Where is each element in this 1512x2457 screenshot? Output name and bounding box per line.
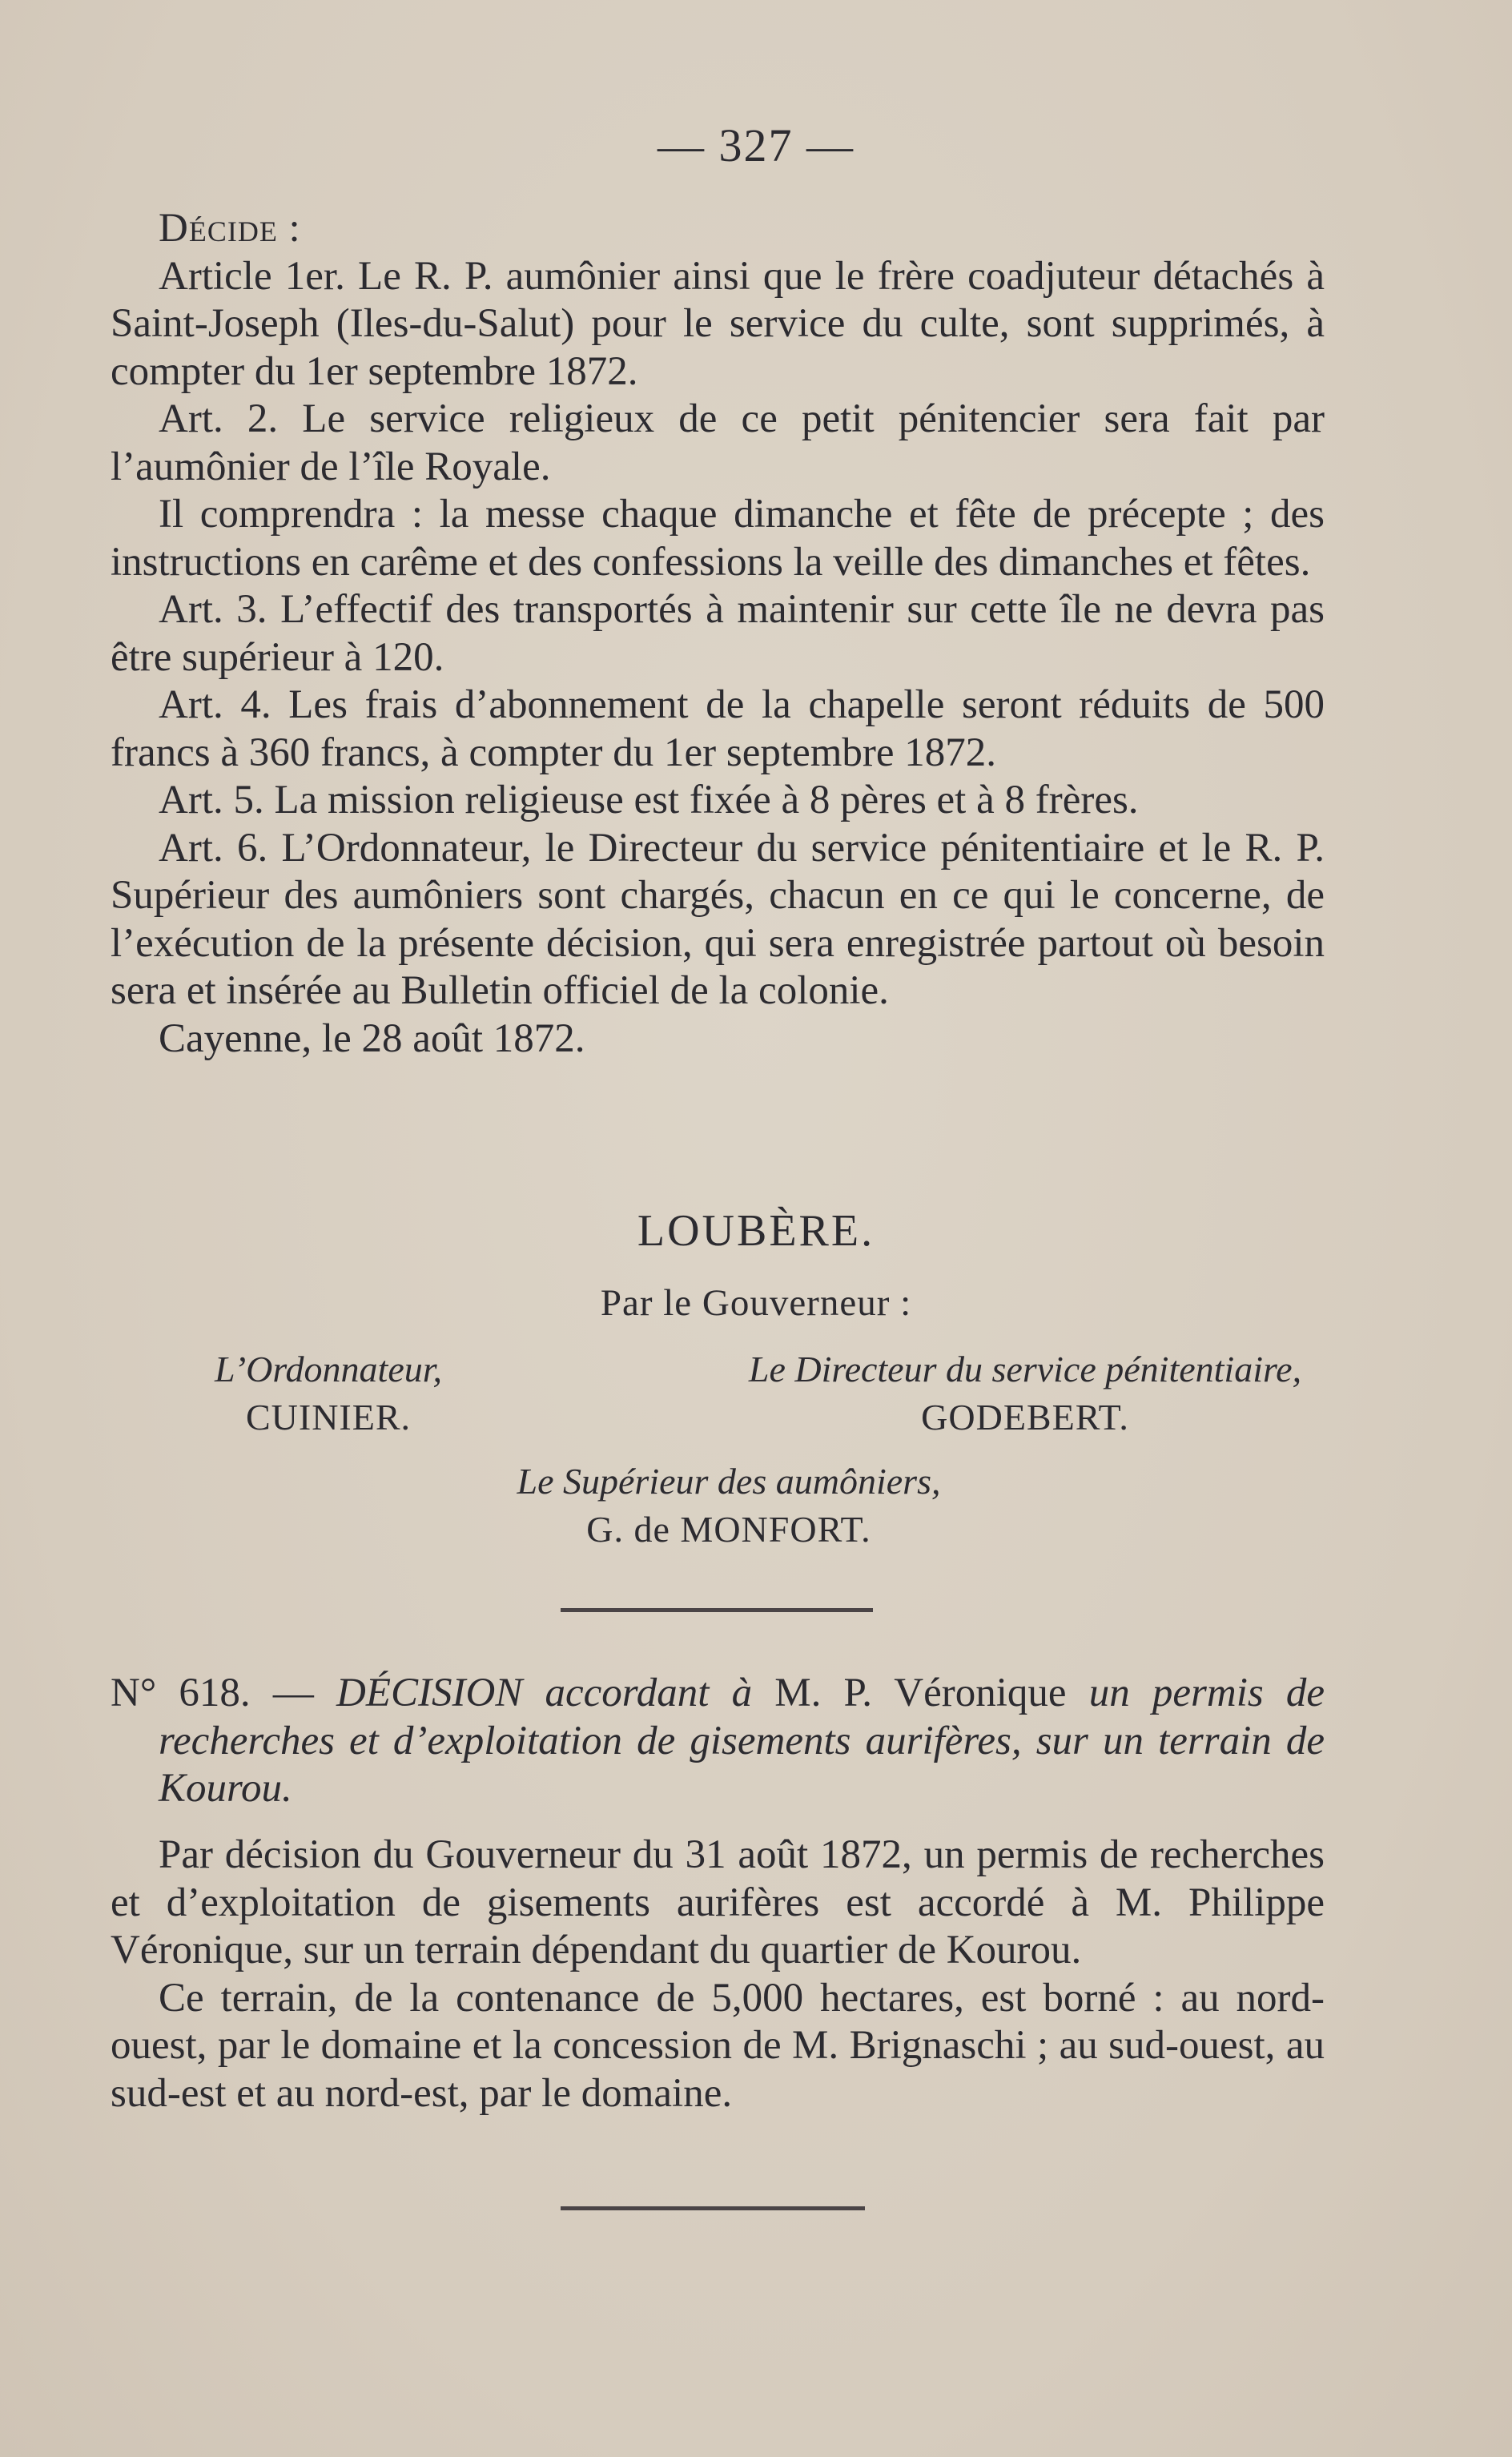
decide-heading: Décide : <box>159 206 301 251</box>
superieur-name: G. de MONFORT. <box>586 1509 871 1550</box>
article-3: Art. 3. L’effectif des transportés à maintenir sur cette île ne devra pas être supérieur à 120. <box>111 587 1325 680</box>
directeur-name: GODEBERT. <box>921 1397 1129 1438</box>
par-le-gouverneur: Par le Gouverneur : <box>600 1282 912 1324</box>
decision-618-heading <box>111 1670 1325 1813</box>
decision-body <box>111 205 1325 1063</box>
article-4: Art. 4. Les frais d’abonnement de la chapelle seront réduits de 500 francs à 360 francs, à compter du 1er septembre 1872. <box>111 682 1325 775</box>
section-divider <box>561 2206 865 2210</box>
article-5: Art. 5. La mission religieuse est fixée à 8 pères et à 8 frères. <box>159 778 1139 822</box>
decision-title-rest: un permis de recherches et d’exploitation de gisements aurifères, sur un terrain de Kourou. <box>159 1671 1325 1811</box>
place-date: Cayenne, le 28 août 1872. <box>159 1015 585 1061</box>
page-number: — 327 — <box>657 119 855 171</box>
decision-title-name: M. P. Véronique <box>774 1671 1067 1715</box>
decision-618-paragraph: Ce terrain, de la contenance de 5,000 hectares, est borné : au nord-ouest, par le domaine et la concession de M. Brignaschi ; au sud-ouest, au sud-est et au nord-est, par le domaine. <box>111 1975 1325 2116</box>
signature-superieur <box>400 1458 1057 1554</box>
superieur-role: Le Supérieur des aumôniers, <box>517 1461 941 1502</box>
signature-ordonnateur <box>160 1345 497 1442</box>
directeur-role: Le Directeur du service pénitentiaire, <box>748 1349 1302 1389</box>
signature-directeur <box>697 1345 1353 1442</box>
decision-618-body <box>111 1832 1325 2117</box>
signature-governor: LOUBÈRE. <box>637 1206 875 1256</box>
ordonnateur-name: CUINIER. <box>245 1397 412 1438</box>
section-divider <box>561 1608 873 1612</box>
decision-618-paragraph: Par décision du Gouverneur du 31 août 1872, un permis de recherches et d’exploitation de gisements aurifères est accordé à M. Philippe Véronique, sur un terrain dépendant du quartier de Kourou. <box>111 1832 1325 1972</box>
ordonnateur-role: L’Ordonnateur, <box>214 1349 443 1389</box>
decision-title-italic: DÉCISION accordant à <box>336 1671 753 1715</box>
article-2: Art. 2. Le service religieux de ce petit pénitencier sera fait par l’aumônier de l’île Royale. <box>111 396 1325 489</box>
article-2-detail: Il comprendra : la messe chaque dimanche et fête de précepte ; des instructions en carême et des confessions la veille des dimanches et fêtes. <box>111 492 1325 585</box>
article-1: Article 1er. Le R. P. aumônier ainsi que le frère coadjuteur détachés à Saint-Joseph (Iles-du-Salut) pour le service du culte, sont supprimés, à compter du 1er septembre 1872. <box>111 253 1325 394</box>
decision-number: N° 618. — <box>111 1671 314 1715</box>
article-6: Art. 6. L’Ordonnateur, le Directeur du service pénitentiaire et le R. P. Supérieur des aumôniers sont chargés, chacun en ce qui le concerne, de l’exécution de la présente décision, qui sera enregistrée partout où besoin sera et insérée au Bulletin officiel de la colonie. <box>111 825 1325 1013</box>
